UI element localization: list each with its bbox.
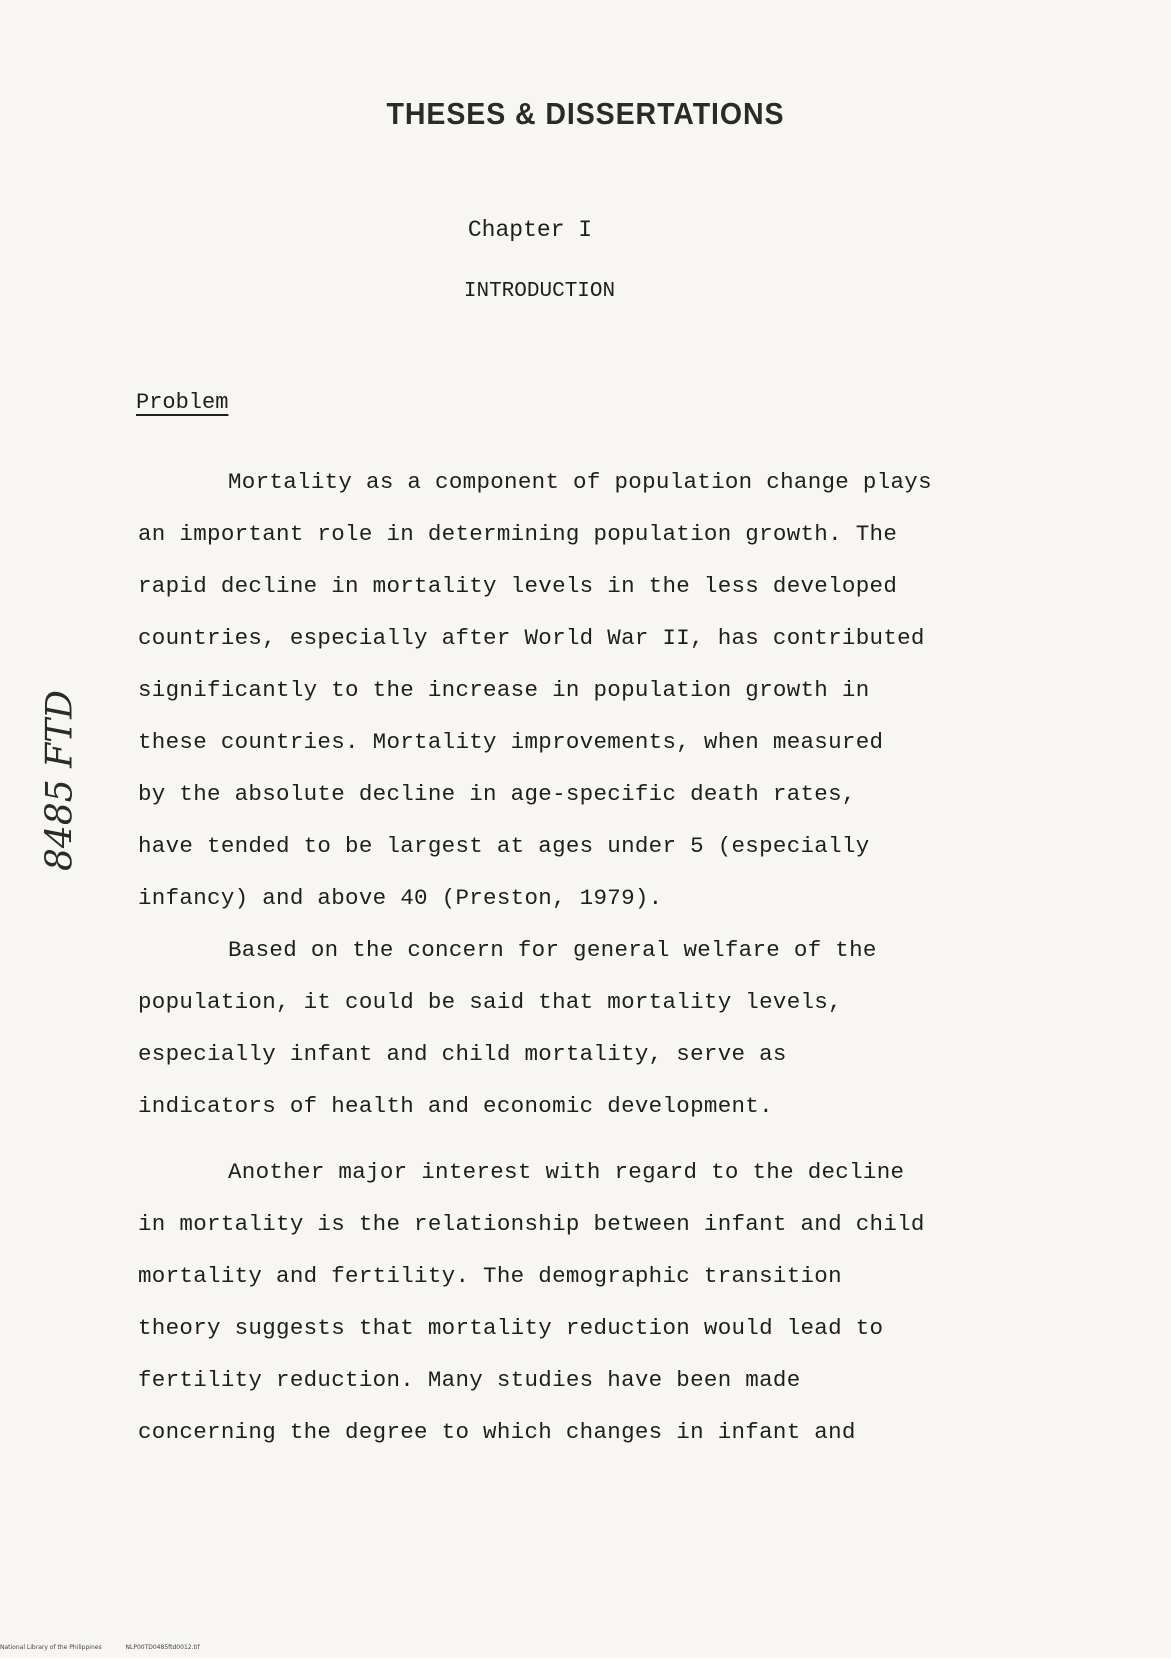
paragraph-line: concerning the degree to which changes in infant and [138,1419,856,1445]
chapter-title: INTRODUCTION [463,280,616,303]
paragraph-1 [138,456,1038,924]
paragraph-line: infancy) and above 40 (Preston, 1979). [138,885,663,911]
paragraph-line: Another major interest with regard to the decline [228,1159,905,1185]
handwritten-margin-note: 8485 FTD [39,690,81,871]
footer-library: National Library of the Philippines [0,1644,102,1651]
paragraph-line: theory suggests that mortality reduction would lead to [138,1315,884,1341]
paragraph-line: in mortality is the relationship between infant and child [138,1211,925,1237]
paragraph-line: by the absolute decline in age-specific death rates, [138,781,856,807]
paragraph-3 [138,1146,1038,1458]
paragraph-line: rapid decline in mortality levels in the less developed [138,573,898,599]
paragraph-line: mortality and fertility. The demographic transition [138,1263,842,1289]
paragraph-line: countries, especially after World War II, has contributed [138,625,925,651]
paragraph-line: Based on the concern for general welfare of the [228,937,877,963]
chapter-label: Chapter I [467,217,593,243]
paragraph-line: fertility reduction. Many studies have been made [138,1367,801,1393]
section-heading-problem: Problem [136,390,229,415]
paragraph-line: significantly to the increase in population growth in [138,677,870,703]
paragraph-line: an important role in determining population growth. The [138,521,898,547]
paragraph-line: have tended to be largest at ages under 5 (especially [138,833,870,859]
paragraph-line: Mortality as a component of population change plays [228,469,932,495]
paragraph-line: these countries. Mortality improvements, when measured [138,729,884,755]
footer-file: NLP00TD0485ftd0012.tif [125,1644,200,1651]
paragraph-line: especially infant and child mortality, serve as [138,1041,787,1067]
theses-dissertations-stamp: THESES & DISSERTATIONS [386,96,785,131]
paragraph-line: indicators of health and economic development. [138,1093,773,1119]
scan-footer [0,1644,222,1651]
paragraph-line: population, it could be said that mortality levels, [138,989,842,1015]
paragraph-2 [138,924,1038,1132]
